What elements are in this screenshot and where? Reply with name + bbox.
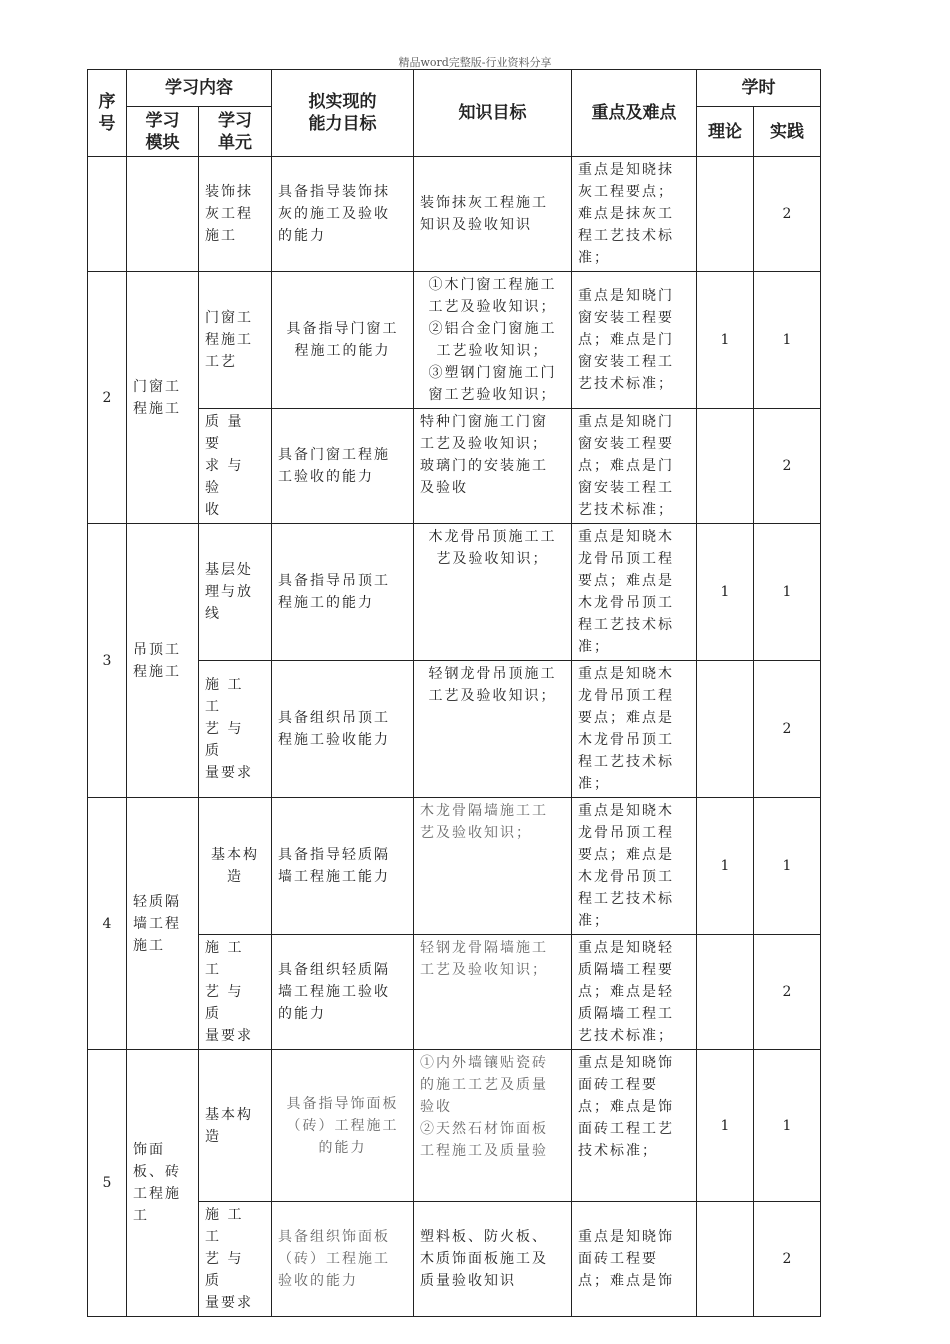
ability-cell: 具备指导轻质隔 墙工程施工能力 [272, 798, 414, 935]
module-cell: 门窗工 程施工 [127, 272, 199, 524]
unit-cell: 基层处 理与放 线 [199, 524, 272, 661]
practice-cell: 1 [754, 798, 821, 935]
knowledge-cell: 塑料板、防火板、 木质饰面板施工及 质量验收知识 [414, 1202, 572, 1317]
header-ability: 拟实现的 能力目标 [272, 70, 414, 157]
header-theory: 理论 [697, 107, 754, 157]
practice-cell: 2 [754, 157, 821, 272]
module-cell [127, 157, 199, 272]
keypoints-cell: 重点是知晓抹 灰工程要点； 难点是抹灰工 程工艺技术标 准； [572, 157, 697, 272]
header-seq: 序 号 [88, 70, 127, 157]
header-hours: 学时 [697, 70, 821, 107]
seq-cell: 4 [88, 798, 127, 1050]
knowledge-cell: 轻钢龙骨吊顶施工 工艺及验收知识； [414, 661, 572, 798]
ability-cell: 具备指导饰面板 （砖）工程施工 的能力 [272, 1050, 414, 1202]
header-content: 学习内容 [127, 70, 272, 107]
keypoints-cell: 重点是知晓木 龙骨吊顶工程 要点；难点是 木龙骨吊顶工 程工艺技术标 准； [572, 524, 697, 661]
header-keypoints: 重点及难点 [572, 70, 697, 157]
module-cell: 饰面 板、砖 工程施 工 [127, 1050, 199, 1317]
ability-cell: 具备组织轻质隔 墙工程施工验收 的能力 [272, 935, 414, 1050]
unit-cell: 质 量 要 求 与 验 收 [199, 409, 272, 524]
seq-cell: 5 [88, 1050, 127, 1317]
ability-cell: 具备指导吊顶工 程施工的能力 [272, 524, 414, 661]
table-row [88, 272, 821, 409]
keypoints-cell: 重点是知晓门 窗安装工程要 点；难点是门 窗安装工程工 艺技术标准； [572, 272, 697, 409]
practice-cell: 1 [754, 1050, 821, 1202]
practice-cell: 2 [754, 661, 821, 798]
table-row [88, 798, 821, 935]
practice-cell: 1 [754, 272, 821, 409]
table-row [88, 1050, 821, 1202]
ability-cell: 具备指导门窗工 程施工的能力 [272, 272, 414, 409]
keypoints-cell: 重点是知晓门 窗安装工程要 点；难点是门 窗安装工程工 艺技术标准； [572, 409, 697, 524]
unit-cell: 装饰抹 灰工程 施工 [199, 157, 272, 272]
knowledge-cell: 木龙骨隔墙施工工 艺及验收知识； [414, 798, 572, 935]
ability-cell: 具备组织吊顶工 程施工验收能力 [272, 661, 414, 798]
module-cell: 轻质隔 墙工程 施工 [127, 798, 199, 1050]
keypoints-cell: 重点是知晓轻 质隔墙工程要 点；难点是轻 质隔墙工程工 艺技术标准； [572, 935, 697, 1050]
theory-cell [697, 935, 754, 1050]
unit-cell: 门窗工 程施工 工艺 [199, 272, 272, 409]
header-practice: 实践 [754, 107, 821, 157]
theory-cell: 1 [697, 1050, 754, 1202]
unit-cell: 施 工 工 艺 与 质 量要求 [199, 935, 272, 1050]
seq-cell [88, 157, 127, 272]
theory-cell: 1 [697, 524, 754, 661]
page-header-note: 精品word完整版-行业资料分享 [398, 56, 552, 69]
header-unit: 学习 单元 [199, 107, 272, 157]
theory-cell [697, 409, 754, 524]
unit-cell: 施 工 工 艺 与 质 量要求 [199, 661, 272, 798]
practice-cell: 2 [754, 1202, 821, 1317]
practice-cell: 2 [754, 409, 821, 524]
seq-cell: 3 [88, 524, 127, 798]
ability-cell: 具备组织饰面板 （砖）工程施工 验收的能力 [272, 1202, 414, 1317]
table-row [88, 157, 821, 272]
theory-cell [697, 157, 754, 272]
knowledge-cell: ①内外墙镶贴瓷砖 的施工工艺及质量 验收 ②天然石材饰面板 工程施工及质量验 [414, 1050, 572, 1202]
theory-cell [697, 661, 754, 798]
keypoints-cell: 重点是知晓木 龙骨吊顶工程 要点；难点是 木龙骨吊顶工 程工艺技术标 准； [572, 798, 697, 935]
theory-cell: 1 [697, 272, 754, 409]
unit-cell: 基本构 造 [199, 1050, 272, 1202]
practice-cell: 1 [754, 524, 821, 661]
table-row [88, 524, 821, 661]
keypoints-cell: 重点是知晓木 龙骨吊顶工程 要点；难点是 木龙骨吊顶工 程工艺技术标 准； [572, 661, 697, 798]
knowledge-cell: 装饰抹灰工程施工 知识及验收知识 [414, 157, 572, 272]
unit-cell: 基本构 造 [199, 798, 272, 935]
curriculum-table [87, 69, 821, 1317]
practice-cell: 2 [754, 935, 821, 1050]
header-knowledge: 知识目标 [414, 70, 572, 157]
ability-cell: 具备指导装饰抹 灰的施工及验收 的能力 [272, 157, 414, 272]
seq-cell: 2 [88, 272, 127, 524]
knowledge-cell: ①木门窗工程施工 工艺及验收知识； ②铝合金门窗施工 工艺验收知识； ③塑钢门窗施工门 窗工艺验收知识； [414, 272, 572, 409]
module-cell: 吊顶工 程施工 [127, 524, 199, 798]
ability-cell: 具备门窗工程施 工验收的能力 [272, 409, 414, 524]
knowledge-cell: 轻钢龙骨隔墙施工 工艺及验收知识； [414, 935, 572, 1050]
keypoints-cell: 重点是知晓饰 面砖工程要 点；难点是饰 [572, 1202, 697, 1317]
header-module: 学习 模块 [127, 107, 199, 157]
keypoints-cell: 重点是知晓饰 面砖工程要 点；难点是饰 面砖工程工艺 技术标准； [572, 1050, 697, 1202]
knowledge-cell: 木龙骨吊顶施工工 艺及验收知识； [414, 524, 572, 661]
theory-cell [697, 1202, 754, 1317]
unit-cell: 施 工 工 艺 与 质 量要求 [199, 1202, 272, 1317]
theory-cell: 1 [697, 798, 754, 935]
knowledge-cell: 特种门窗施工门窗 工艺及验收知识； 玻璃门的安装施工 及验收 [414, 409, 572, 524]
